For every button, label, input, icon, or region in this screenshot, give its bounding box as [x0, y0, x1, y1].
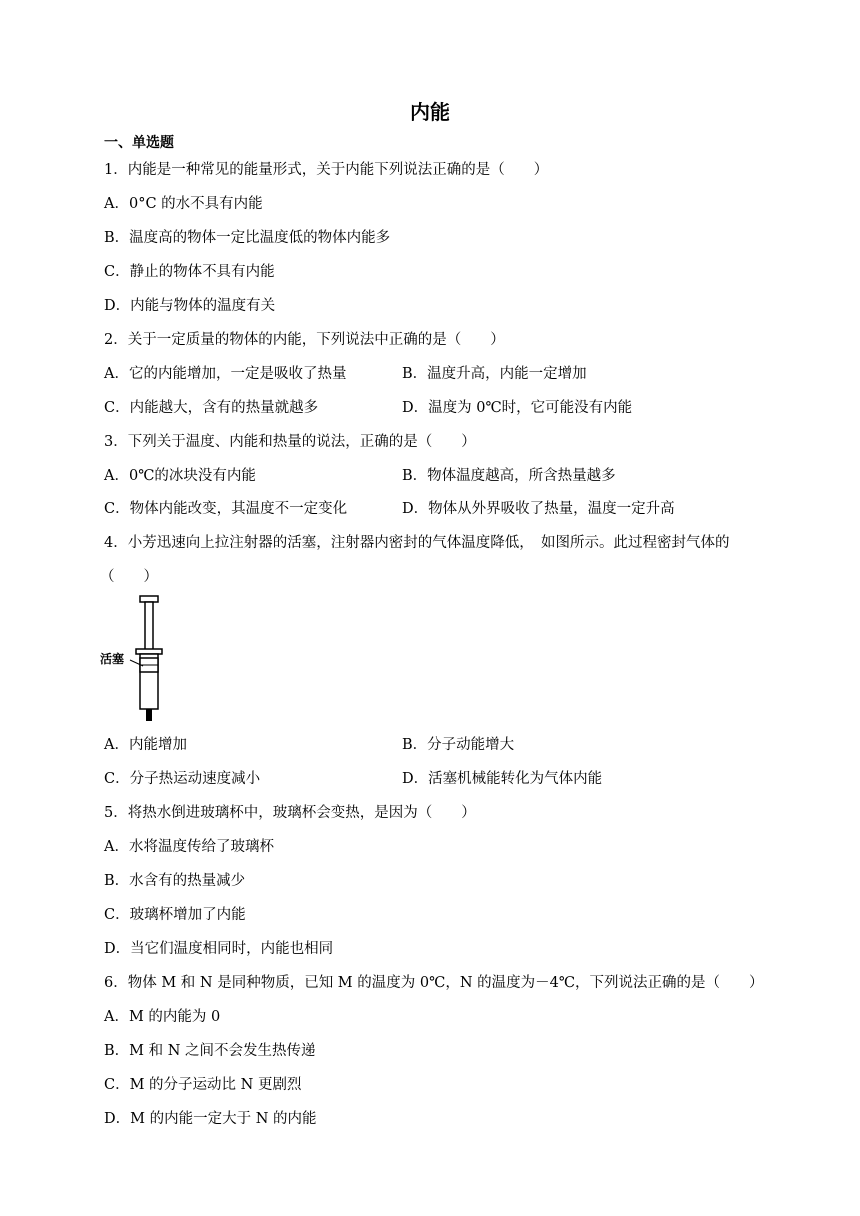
q2-option-a: A．它的内能增加，一定是吸收了热量 — [104, 366, 347, 382]
q3-option-a: A．0℃的冰块没有内能 — [104, 468, 256, 484]
q2-option-d: D．温度为 0℃时，它可能没有内能 — [402, 400, 633, 416]
q3-option-c: C．物体内能改变，其温度不一定变化 — [104, 501, 348, 517]
q6-option-c: C．M 的分子运动比 N 更剧烈 — [104, 1077, 302, 1093]
q1-option-d: D．内能与物体的温度有关 — [104, 298, 276, 314]
page-title: 内能 — [410, 100, 450, 124]
question-3-stem: 3．下列关于温度、内能和热量的说法，正确的是（ ） — [104, 434, 476, 450]
q1-option-a: A．0°C 的水不具有内能 — [104, 196, 263, 212]
q3-option-d: D．物体从外界吸收了热量，温度一定升高 — [402, 501, 675, 517]
q2-option-c: C．内能越大，含有的热量就越多 — [104, 400, 319, 416]
q5-option-d: D．当它们温度相同时，内能也相同 — [104, 941, 334, 957]
q5-option-b: B．水含有的热量减少 — [104, 873, 246, 889]
question-6-stem: 6．物体 M 和 N 是同种物质，已知 M 的温度为 0℃，N 的温度为－4℃，下列说法正确的是（ ） — [104, 975, 764, 991]
q6-option-b: B．M 和 N 之间不会发生热传递 — [104, 1043, 316, 1059]
question-4-stem: 4．小芳迅速向上拉注射器的活塞，注射器内密封的气体温度降低， 如图所示。此过程密封气体的 — [104, 535, 730, 551]
q5-option-a: A．水将温度传给了玻璃杯 — [104, 839, 274, 855]
question-4-stem-cont: （ ） — [100, 569, 158, 585]
q6-option-a: A．M 的内能为 0 — [104, 1009, 221, 1025]
question-1-stem: 1．内能是一种常见的能量形式，关于内能下列说法正确的是（ ） — [104, 162, 549, 178]
q4-option-c: C．分子热运动速度减小 — [104, 771, 261, 787]
piston-label: 活塞 — [100, 652, 125, 666]
q4-option-d: D．活塞机械能转化为气体内能 — [402, 771, 603, 787]
question-2-stem: 2．关于一定质量的物体的内能，下列说法中正确的是（ ） — [104, 332, 505, 348]
section-heading: 一、单选题 — [104, 135, 174, 151]
syringe-figure — [100, 594, 180, 724]
q1-option-c: C．静止的物体不具有内能 — [104, 264, 275, 280]
q6-option-d: D．M 的内能一定大于 N 的内能 — [104, 1111, 317, 1127]
q2-option-b: B．温度升高，内能一定增加 — [402, 366, 587, 382]
question-5-stem: 5．将热水倒进玻璃杯中，玻璃杯会变热，是因为（ ） — [104, 805, 476, 821]
q4-option-b: B．分子动能增大 — [402, 737, 515, 753]
q3-option-b: B．物体温度越高，所含热量越多 — [402, 468, 616, 484]
q1-option-b: B．温度高的物体一定比温度低的物体内能多 — [104, 230, 391, 246]
q5-option-c: C．玻璃杯增加了内能 — [104, 907, 246, 923]
q4-option-a: A．内能增加 — [104, 737, 187, 753]
